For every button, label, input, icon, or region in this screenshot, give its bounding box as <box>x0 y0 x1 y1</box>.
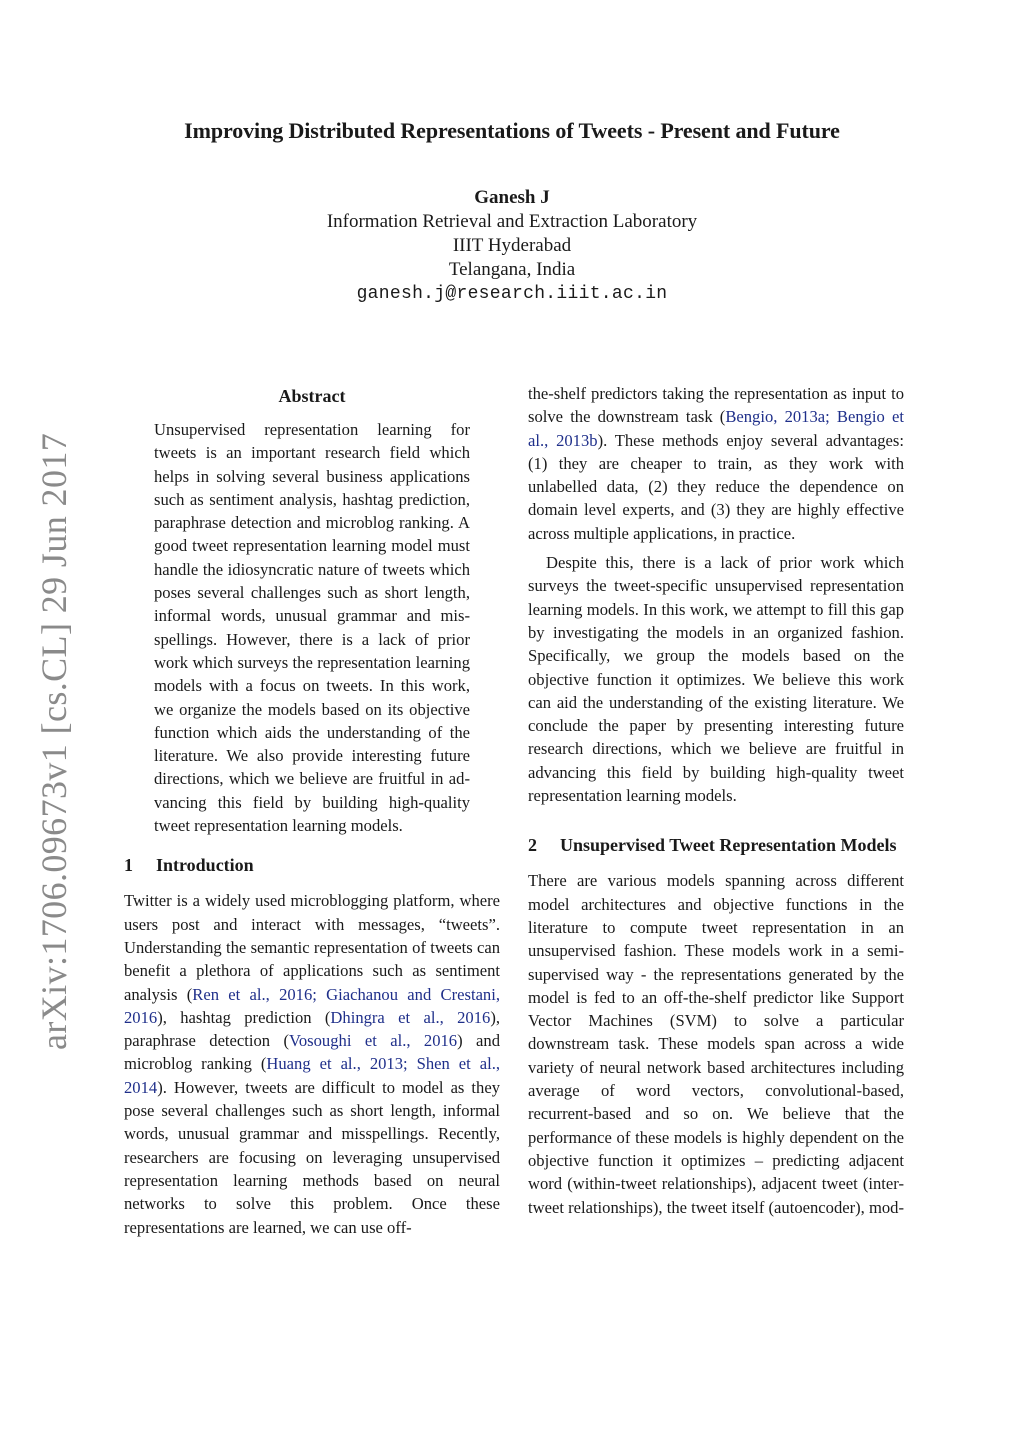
abstract-text: Unsupervised representation learning for tweets is an important research field which helps in solving several business applications such as sentiment analysis, hashtag prediction, paraphrase detection and microblog ranking. A good tweet representation learning model must handle the idiosyncratic nature of tweets which poses several challenges such as short length, informal words, unusual grammar and misspellings. However, there is a lack of prior work which surveys the representation learning models with a focus on tweets. In this work, we organize the models based on its objective function which aids the understanding of the literature. We also provide interesting future directions, which we believe are fruitful in advancing this field by building high-quality tweet representation learning models. <box>154 420 470 836</box>
right-column <box>528 382 904 1219</box>
body-paragraph: There are various models spanning across different model architectures and objective functions in the literature to compute tweet representation in an unsupervised fashion. These models work in a semi-supervised way - the representations generated by the model is fed to an off-the-shelf predictor like Support Vector Machines (SVM) to solve a particular downstream task. These models span across a wide variety of neural network based architectures including average of word vectors, convolutional-based, recurrent-based and so on. We believe that the performance of these models is highly dependent on the objective function it optimizes – predicting adjacent word (within-tweet relationships), adjacent tweet (inter-tweet relationships), the tweet itself (autoencoder), mod- <box>528 871 904 1217</box>
citation-link[interactable]: Ren et al., 2016; Giachanou and Crestani, 2016 <box>124 984 500 1027</box>
affiliation-line: Information Retrieval and Extraction Laboratory <box>326 211 698 232</box>
abstract-heading: Abstract <box>278 386 346 406</box>
body-text: ), paraphrase detection ( <box>124 1007 500 1051</box>
introduction-paragraph <box>124 889 500 1238</box>
author-email[interactable]: ganesh.j@research.iiit.ac.in <box>356 284 668 304</box>
body-text: ), hashtag prediction ( <box>157 1007 331 1027</box>
affiliation-line: Telangana, India <box>448 259 576 280</box>
body-text: ). These methods enjoy several advantages: (1) they are cheaper to train, as they work with unlabelled data, (2) they reduce the dependence on domain level experts, and (3) they are highly effective across multiple applications, in practice. <box>528 430 904 543</box>
body-paragraph: Despite this, there is a lack of prior work which surveys the tweet-specific unsupervised representation learning models. In this work, we attempt to fill this gap by investigating the models in an organized fashion. Specifically, we group the models based on the objective function it optimizes. We believe this work can aid the understanding of the existing literature. We conclude the paper by presenting interesting future research directions, which we believe are fruitful in advancing this field by building high-quality tweet representation learning models. <box>528 553 904 806</box>
body-text: Twitter is a widely used microblogging platform, where users post and interact with messages, “tweets”. Understanding the semantic representation of tweets can benefit a plethora of applications such as sentiment analysis ( <box>124 891 500 1004</box>
author-name: Ganesh J <box>474 187 550 208</box>
section-number: 2 <box>528 835 537 856</box>
paper-title: Improving Distributed Representations of Tweets - Present and Future <box>184 118 840 143</box>
affiliation-line: IIIT Hyderabad <box>452 235 572 256</box>
section-1-heading <box>124 853 500 877</box>
body-text: the-shelf predictors taking the representation as input to solve the downstream task ( <box>528 384 904 427</box>
section-number: 1 <box>124 855 133 876</box>
citation-link[interactable]: Bengio, 2013a; Bengio et al., 2013b <box>528 407 904 450</box>
left-column <box>124 382 500 1239</box>
body-text: ). However, tweets are difficult to model as they pose several challenges such as short length, informal words, unusual grammar and misspellings. Recently, researchers are focusing on leveraging unsupervised representation learning methods based on neural networks to solve this problem. Once these representations are learned, we can use off- <box>124 1077 500 1237</box>
citation-link[interactable]: Dhingra et al., 2016 <box>330 1007 491 1027</box>
citation-link[interactable]: Vosoughi et al., 2016 <box>289 1031 458 1051</box>
body-text: ) and microblog ranking ( <box>124 1031 501 1074</box>
author-block <box>0 186 1024 306</box>
body-paragraph <box>528 382 904 545</box>
arxiv-stamp: arXiv:1706.09673v1 [cs.CL] 29 Jun 2017 <box>34 432 74 1050</box>
section-title: Introduction <box>156 855 254 876</box>
section-2-heading <box>528 833 904 857</box>
section-title: Unsupervised Tweet Representation Models <box>560 835 897 856</box>
citation-link[interactable]: Huang et al., 2013; Shen et al., 2014 <box>124 1054 500 1097</box>
